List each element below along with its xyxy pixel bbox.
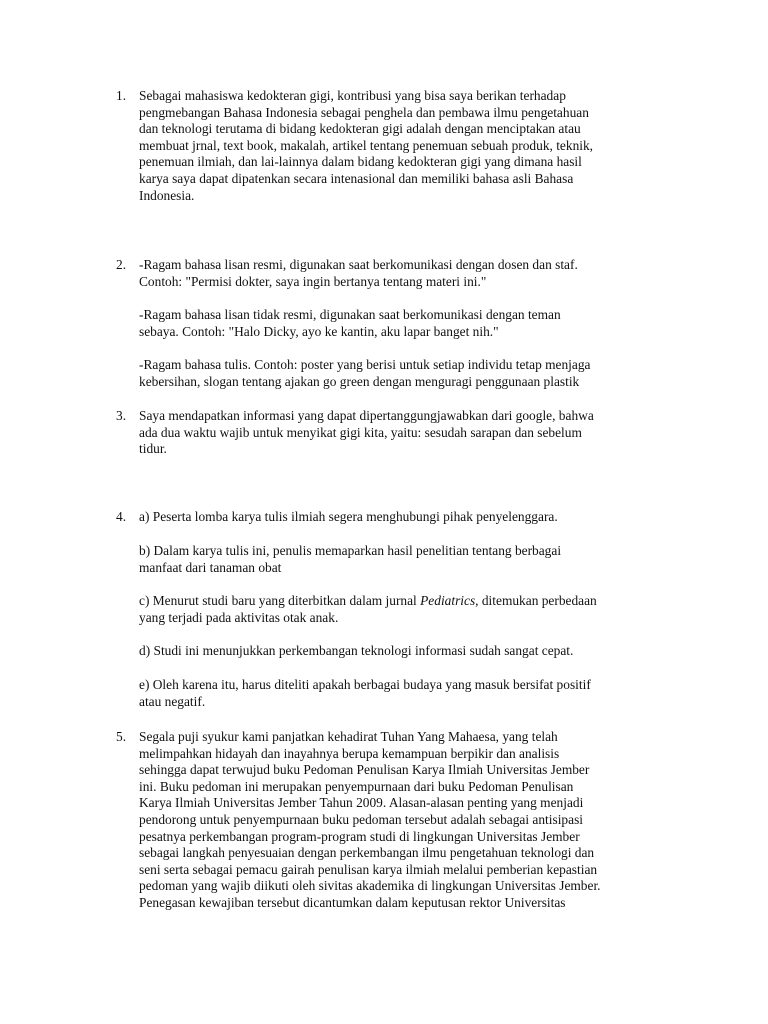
text-line: sebagai langkah penyesuaian dengan perkembangan ilmu pengetahuan teknologi dan <box>139 845 595 861</box>
text-line: karya saya dapat dipatenkan secara intenasional dan memiliki bahasa asli Bahasa <box>139 170 574 186</box>
text-line: pengmebangan Bahasa Indonesia sebagai penghela dan pembawa ilmu pengetahuan <box>139 104 589 120</box>
sentence-d <box>139 643 676 660</box>
text-segment: c) Menurut studi baru yang diterbitkan dalam jurnal <box>139 593 421 608</box>
item-5-text <box>139 729 676 912</box>
journal-name: Pediatrics, <box>420 593 479 608</box>
text-line: -Ragam bahasa lisan tidak resmi, digunakan saat berkomunikasi dengan teman <box>139 307 561 322</box>
text-line: Segala puji syukur kami panjatkan kehadirat Tuhan Yang Mahaesa, yang telah <box>139 729 558 744</box>
text-line: penemuan ilmiah, dan lai-lainnya dalam bidang kedokteran gigi yang dimana hasil <box>139 154 582 170</box>
text-line: b) Dalam karya tulis ini, penulis memaparkan hasil penelitian tentang berbagai <box>139 543 562 558</box>
text-line: atau negatif. <box>139 693 206 709</box>
text-line: sebaya. Contoh: "Halo Dicky, ayo ke kantin, aku lapar banget nih." <box>139 323 499 339</box>
paragraph-ragam-tulis <box>139 357 676 390</box>
text-line: -Ragam bahasa tulis. Contoh: poster yang berisi untuk setiap individu tetap menjaga <box>139 357 591 372</box>
text-line: Karya Ilmiah Universitas Jember Tahun 2009. Alasan-alasan penting yang menjadi <box>139 795 584 811</box>
text-line: Indonesia. <box>139 187 195 203</box>
text-line: membuat jrnal, text book, makalah, artikel tentang penemuan sebuah produk, teknik, <box>139 137 594 153</box>
text-line: Saya mendapatkan informasi yang dapat dipertanggungjawabkan dari google, bahwa <box>139 408 594 423</box>
item-1-text <box>139 88 676 204</box>
text-line: yang terjadi pada aktivitas otak anak. <box>139 609 339 625</box>
text-line: Penegasan kewajiban tersebut dicantumkan dalam keputusan rektor Universitas <box>139 894 566 910</box>
text-line: d) Studi ini menunjukkan perkembangan teknologi informasi sudah sangat cepat. <box>139 643 574 658</box>
text-line: ini. Buku pedoman ini merupakan penyempurnaan dari buku Pedoman Penulisan <box>139 778 574 794</box>
item-number: 5. <box>116 729 127 744</box>
paragraph-ragam-lisan-tidak-resmi <box>139 307 676 340</box>
sentence-a <box>139 509 676 526</box>
sentence-b <box>139 543 676 576</box>
text-line: a) Peserta lomba karya tulis ilmiah segera menghubungi pihak penyelenggara. <box>139 509 558 524</box>
sentence-c <box>139 593 676 626</box>
sentence-e <box>139 677 676 710</box>
text-line: -Ragam bahasa lisan resmi, digunakan saat berkomunikasi dengan dosen dan staf. <box>139 257 578 272</box>
text-line: seni serta sebagai pemacu gairah penulisan karya ilmiah melalui pemberian kepastian <box>139 861 598 877</box>
text-line: manfaat dari tanaman obat <box>139 559 282 575</box>
text-line: kebersihan, slogan tentang ajakan go green dengan menguragi penggunaan plastik <box>139 373 580 389</box>
text-line: Contoh: "Permisi dokter, saya ingin bertanya tentang materi ini." <box>139 273 487 289</box>
text-line: tidur. <box>139 441 167 457</box>
paragraph-ragam-lisan-resmi <box>139 257 676 290</box>
text-line: melimpahkan hidayah dan inayahnya berupa kemampuan berpikir dan analisis <box>139 745 560 761</box>
item-number: 3. <box>116 408 127 423</box>
text-segment: ditemukan perbedaan <box>478 593 597 608</box>
text-line <box>139 593 676 610</box>
text-line: sehingga dapat terwujud buku Pedoman Penulisan Karya Ilmiah Universitas Jember <box>139 762 590 778</box>
text-line: Sebagai mahasiswa kedokteran gigi, kontribusi yang bisa saya berikan terhadap <box>139 88 566 103</box>
text-line: dan teknologi terutama di bidang kedokteran gigi adalah dengan menciptakan atau <box>139 121 581 137</box>
text-line: pedoman yang wajib diikuti oleh sivitas akademika di lingkungan Universitas Jember. <box>139 878 601 894</box>
text-line: pendorong untuk penyempurnaan buku pedoman tersebut adalah sebagai antisipasi <box>139 811 583 827</box>
text-line: ada dua waktu wajib untuk menyikat gigi kita, yaitu: sesudah sarapan dan sebelum <box>139 424 582 440</box>
text-line: pesatnya perkembangan program-program studi di lingkungan Universitas Jember <box>139 828 580 844</box>
item-number: 4. <box>116 509 127 524</box>
text-line: e) Oleh karena itu, harus diteliti apakah berbagai budaya yang masuk bersifat positif <box>139 677 591 692</box>
item-number: 2. <box>116 257 127 272</box>
item-3-text <box>139 408 676 458</box>
item-number: 1. <box>116 88 127 103</box>
